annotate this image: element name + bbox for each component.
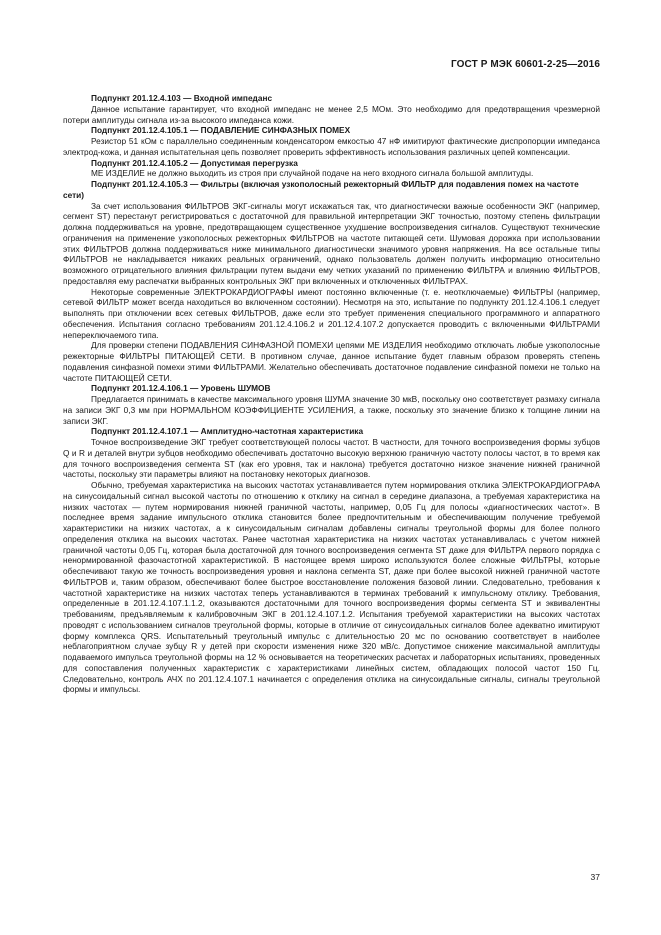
paragraph: Некоторые современные ЭЛЕКТРОКАРДИОГРАФЫ имеют постоянно включенные (т. е. неотключаемые) ФИЛЬТРЫ (например, сетевой ФИЛЬТР может всегда находиться во включенном состоянии). Несмотря на это, испытание по подпункту 201.12.4.106.1 следует выполнять при отключении всех сетевых ФИЛЬТРОВ, даже если это требует применения специального программного и аппаратного обеспечения. Испытания согласно требованиям 201.12.4.106.2 и 201.12.4.107.2 допускается проводить с включенными ФИЛЬТРАМИ непереключаемого типа. xyxy=(63,286,600,340)
paragraph: Обычно, требуемая характеристика на высоких частотах устанавливается путем нормирования отклика ЭЛЕКТРОКАРДИОГРАФА на синусоидальный сигнал высокой частоты по отношению к отклику на сигнал в середине диапазона, а требуемая характеристика на низких частотах — путем нормирования нижней граничной частоты, например, 0,05 Гц для полосы «диагностических частот». В последнее время задание импульсного отклика становится более предпочтительным и обеспечивающим получение требуемой характеристики на низких частотах, а к синусоидальным сигналам добавлены сигналы треугольной формы для более полного определения отклика на высоких частотах. Ранее частотная характеристика на низких частотах устанавливалась с учетом нижней граничной частоты 0,05 Гц, которая была достаточной для точного воспроизведения сегмента ST даже для ФИЛЬТРА первого порядка с ненормированной фазочастотной характеристикой. В настоящее время широко используются более сложные ФИЛЬТРЫ, которые обеспечивают такую же точность воспроизведения уровня и наклона сегмента ST, даже при более высокой нижней граничной частоте ФИЛЬТРОВ и, таким образом, обеспечивают более быстрое восстановление положения базовой линии. Следовательно, требования к частотной характеристике на низких частотах теперь устанавливаются в терминах требований к импульсному отклику. Требования, определенные в 201.12.4.107.1.1.2, оказываются достаточными для точного воспроизведения формы сегмента ST и эквивалентны требованиям, предъявляемым к калибровочным ЭКГ в 201.12.4.107.1.2. Испытания требуемой характеристики на высоких частотах проводят с использованием сигналов треугольной формы, которые в отличие от синусоидальных сигналов более адекватно имитируют форму комплекса QRS. Испытательный треугольный импульс с длительностью 20 мс по основанию соответствует в наиболее неблагоприятном случае зубцу R у детей при скорости изменения ниже 320 мВ/с. Допустимое снижение максимальной амплитуды подаваемого импульса треугольной формы на 12 % основывается на теоретических расчетах и лабораторных испытаниях, проведенных для сопоставления полученных характеристик с характеристиками линейных систем, обладающих полосой частот 150 Гц. Следовательно, контроль АЧХ по 201.12.4.107.1 начинается с определения отклика на синусоидальные сигналы, сигналы треугольной формы и импульсы. xyxy=(63,480,600,695)
page-number: 37 xyxy=(590,872,600,882)
paragraph: Предлагается принимать в качестве максимального уровня ШУМА значение 30 мкВ, поскольку оно соответствует размаху сигнала на записи ЭКГ 0,3 мм при НОРМАЛЬНОМ КОЭФФИЦИЕНТЕ УСИЛЕНИЯ, а также, поскольку это значение близко к толщине линии на записи ЭКГ. xyxy=(63,394,600,426)
section-heading: Подпункт 201.12.4.103 — Входной импеданс xyxy=(91,93,273,103)
section-heading: Подпункт 201.12.4.106.1 — Уровень ШУМОВ xyxy=(91,383,271,394)
paragraph: МЕ ИЗДЕЛИЕ не должно выходить из строя при случайной подаче на него входного сигнала большой амплитуды. xyxy=(91,168,534,179)
section-heading: Подпункт 201.12.4.107.1 — Амплитудно-частотная характеристика xyxy=(91,426,364,437)
section-heading: Подпункт 201.12.4.105.1 — ПОДАВЛЕНИЕ СИНФАЗНЫХ ПОМЕХ xyxy=(91,125,351,136)
standard-header: ГОСТ Р МЭК 60601-2-25—2016 xyxy=(451,59,600,70)
paragraph: Для проверки степени ПОДАВЛЕНИЯ СИНФАЗНОЙ ПОМЕХИ цепями МЕ ИЗДЕЛИЯ необходимо отключать любые узкополосные режекторные ФИЛЬТРЫ ПИТАЮЩЕЙ СЕТИ. В противном случае, данное испытание будет главным образом проверять степень подавления синфазной помехи этими ФИЛЬТРАМИ. Желательно обеспечивать достаточное подавление синфазной помехи не только на частоте ПИТАЮЩЕЙ СЕТИ. xyxy=(63,340,600,383)
paragraph: Резистор 51 кОм с параллельно соединенным конденсатором емкостью 47 нФ имитируют фактические диспропорции импеданса электрод-кожа, и данная испытательная цепь позволяет проверить эффективность использования различных цепей компенсации. xyxy=(63,136,600,157)
section-heading: Подпункт 201.12.4.105.3 — Фильтры (включая узкополосный режекторный ФИЛЬТР для подавления помех на частоте сети) xyxy=(63,179,579,200)
page-content xyxy=(63,93,600,695)
paragraph: Точное воспроизведение ЭКГ требует соответствующей полосы частот. В частности, для точного воспроизведения формы зубцов Q и R и деталей внутри зубцов необходимо обеспечивать достаточно высокую верхнюю граничную частоту полосы частот, в то время как для точного воспроизведения сегмента ST (как его уровня, так и наклона) требуется достаточно низкое значение нижней граничной частоты, поскольку эти параметры влияют на постановку некоторых диагнозов. xyxy=(63,437,600,480)
paragraph: Данное испытание гарантирует, что входной импеданс не менее 2,5 МОм. Это необходимо для предотвращения чрезмерной потери амплитуды сигнала из-за высокого импеданса кожи. xyxy=(63,103,600,125)
section-heading: Подпункт 201.12.4.105.2 — Допустимая перегрузка xyxy=(91,157,298,168)
paragraph: За счет использования ФИЛЬТРОВ ЭКГ-сигналы могут искажаться так, что диагностически важные особенности ЭКГ (например, сегмент ST) перестанут регистрироваться с достаточной для правильной интерпретации ЭКГ точностью, поэтому степень фильтрации должна поддерживаться на уровне, предотвращающем существенное ухудшение воспроизведения сигналов. Существуют технические ограничения на применение узкополосных режекторных ФИЛЬТРОВ на частоте питающей сети. Шумовая дорожка при использовании этих ФИЛЬТРОВ должна поддерживаться ниже минимального диагностически значимого уровня напряжения. На все остальные типы ФИЛЬТРОВ не накладывается никаких реальных ограничений, однако пользователь должен получить информацию относительно возможного отрицательного влияния фильтрации путем выдачи ему четких указаний по применению ФИЛЬТРА и влиянию ФИЛЬТРОВ, предоставляя ему распечатки выбранных контрольных ЭКГ при включенных и отключенных ФИЛЬТРАХ. xyxy=(63,200,600,286)
